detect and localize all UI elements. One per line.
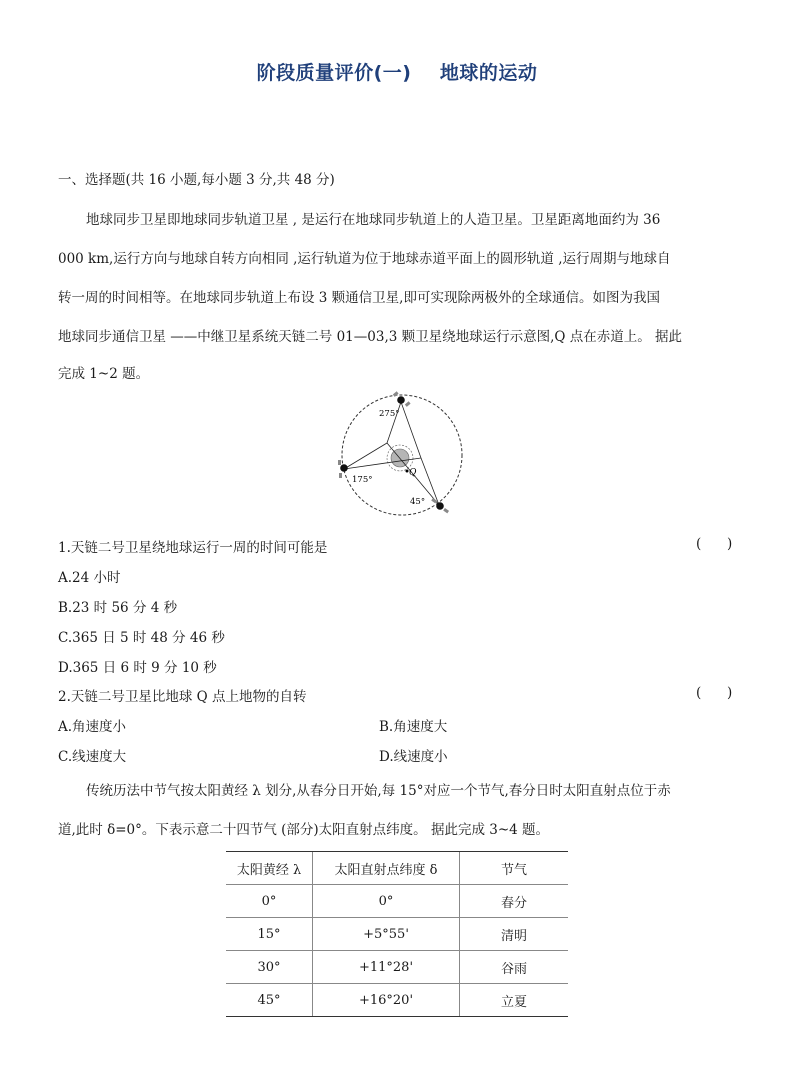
label-275: 275° bbox=[379, 409, 400, 419]
table-header-cell: 太阳黄经 λ bbox=[226, 852, 313, 885]
satellite-orbit-diagram bbox=[330, 385, 470, 525]
table-cell: 春分 bbox=[460, 885, 569, 918]
q2-option-d: D.线速度小 bbox=[379, 749, 448, 765]
table-cell: +16°20' bbox=[313, 984, 460, 1017]
table-row bbox=[226, 885, 568, 918]
passage-1-line: 地球同步卫星即地球同步轨道卫星 , 是运行在地球同步轨道上的人造卫星。卫星距离地面约为 36 bbox=[86, 212, 661, 228]
page-title: 阶段质量评价(一) 地球的运动 bbox=[256, 62, 538, 84]
table-header-cell: 太阳直射点纬度 δ bbox=[313, 852, 460, 885]
line-top-right bbox=[401, 402, 421, 458]
q1-option-c: C.365 日 5 时 48 分 46 秒 bbox=[58, 630, 225, 646]
table-cell: 15° bbox=[226, 918, 313, 951]
table-header-cell: 节气 bbox=[460, 852, 569, 885]
table-cell: +11°28' bbox=[313, 951, 460, 984]
q1-option-b: B.23 时 56 分 4 秒 bbox=[58, 600, 178, 616]
answer-blank-1: ( ) bbox=[696, 536, 733, 552]
passage-1-line: 地球同步通信卫星 ——中继卫星系统天链二号 01—03,3 颗卫星绕地球运行示意图,Q 点在赤道上。 据此 bbox=[58, 329, 683, 345]
q2-option-b: B.角速度大 bbox=[379, 719, 448, 735]
table-cell: +5°55' bbox=[313, 918, 460, 951]
passage-1-line: 完成 1~2 题。 bbox=[58, 366, 150, 382]
table-cell: 45° bbox=[226, 984, 313, 1017]
table-cell: 0° bbox=[226, 885, 313, 918]
table-cell: 0° bbox=[313, 885, 460, 918]
table-row bbox=[226, 918, 568, 951]
passage-1-line: 转一周的时间相等。在地球同步轨道上布设 3 颗通信卫星,即可实现除两极外的全球通信。如图为我国 bbox=[58, 290, 660, 306]
q2-option-a: A.角速度小 bbox=[58, 719, 127, 735]
table-row bbox=[226, 951, 568, 984]
q2-option-c: C.线速度大 bbox=[58, 749, 127, 765]
label-q: Q bbox=[409, 468, 417, 478]
table-cell: 30° bbox=[226, 951, 313, 984]
passage-2-line: 传统历法中节气按太阳黄经 λ 划分,从春分日开始,每 15°对应一个节气,春分日时太阳直射点位于赤 bbox=[86, 783, 671, 799]
q1-option-a: A.24 小时 bbox=[58, 570, 121, 586]
label-175: 175° bbox=[352, 475, 373, 485]
table-row bbox=[226, 984, 568, 1017]
line-left-top bbox=[344, 443, 387, 469]
question-2-stem: 2.天链二号卫星比地球 Q 点上地物的自转 bbox=[58, 689, 307, 705]
passage-1-line: 000 km,运行方向与地球自转方向相同 ,运行轨道为位于地球赤道平面上的圆形轨道 ,运行周期与地球自 bbox=[58, 251, 671, 267]
table-cell: 清明 bbox=[460, 918, 569, 951]
label-45: 45° bbox=[410, 497, 426, 507]
solar-terms-table bbox=[226, 851, 568, 1017]
answer-blank-2: ( ) bbox=[696, 685, 733, 701]
table-header-row bbox=[226, 852, 568, 885]
q1-option-d: D.365 日 6 时 9 分 10 秒 bbox=[58, 660, 217, 676]
table-cell: 谷雨 bbox=[460, 951, 569, 984]
section-heading: 一、选择题(共 16 小题,每小题 3 分,共 48 分) bbox=[58, 172, 335, 188]
question-1-stem: 1.天链二号卫星绕地球运行一周的时间可能是 bbox=[58, 540, 328, 556]
passage-2-line: 道,此时 δ=0°。下表示意二十四节气 (部分)太阳直射点纬度。 据此完成 3~4 题。 bbox=[58, 822, 550, 838]
table-cell: 立夏 bbox=[460, 984, 569, 1017]
